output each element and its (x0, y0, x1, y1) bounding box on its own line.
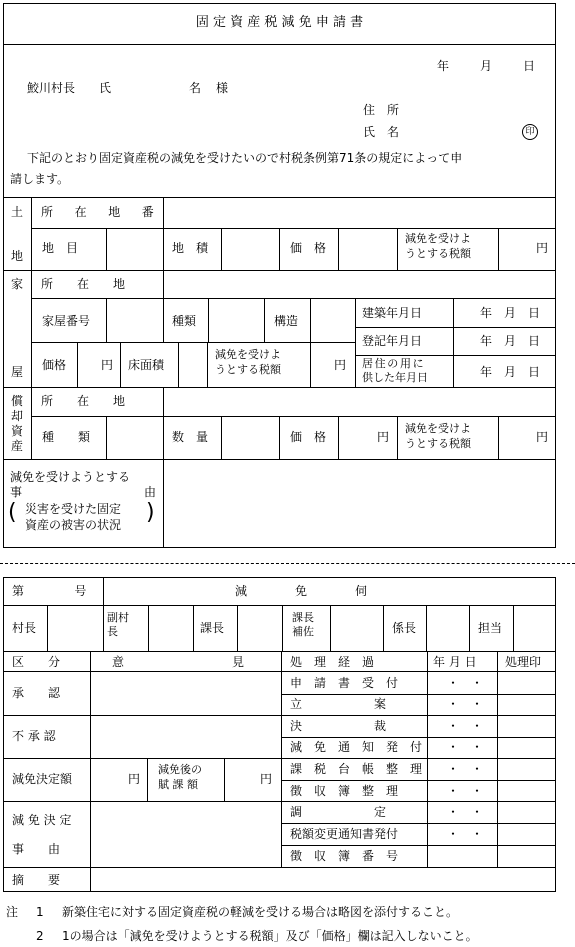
reason-label-3: 災害を受けた固定 (25, 502, 122, 516)
mayor-label: 鮫川村長 (27, 81, 76, 95)
house-structure-label: 構造 (274, 314, 299, 328)
mayor-name: 名 (189, 81, 202, 95)
role-staff: 担当 (478, 621, 503, 635)
house-built-date-label: 建築年月日 (362, 306, 423, 320)
step-label: 決 裁 (290, 719, 387, 733)
house-resident-label-2: 供した年月日 (362, 371, 428, 384)
land-area-label: 地 積 (172, 241, 209, 255)
role-vice-mayor-1: 副村 (107, 611, 129, 624)
notes-prefix: 注 (6, 905, 19, 919)
house-price-label: 価格 (42, 358, 67, 372)
role-assistant-1: 課長 (292, 611, 314, 624)
land-location-label: 所 在 地 番 (41, 205, 159, 219)
statement-line1: 下記のとおり固定資産税の減免を受けたいので村税条例第71条の規定によって申 (27, 151, 463, 165)
mayor-shi: 氏 (99, 81, 112, 95)
step-date: ・ ・ (447, 697, 484, 711)
applicant-address: 住 所 (363, 103, 400, 117)
step-label: 課 税 台 帳 整 理 (290, 762, 423, 776)
row-after-1: 減免後の (158, 763, 202, 776)
step-date: ・ ・ (447, 805, 484, 819)
step-label: 調 定 (290, 805, 387, 819)
role-assistant-2: 補佐 (292, 625, 314, 638)
step-date: ・ ・ (447, 827, 484, 841)
house-resident-label-1: 居住の用に (362, 357, 426, 370)
step-label: 立 案 (290, 697, 387, 711)
house-built-date-ymd: 年 月 日 (480, 306, 541, 320)
row-amount-yen: 円 (128, 772, 141, 786)
depreciable-section-3: 資 (10, 424, 23, 438)
land-section-bottom: 地 (11, 249, 24, 263)
note2-text: 1の場合は「減免を受けようとする税額」及び「価格」欄は記入しないこと。 (62, 929, 478, 943)
house-number-label: 家屋番号 (42, 314, 91, 328)
house-tax-yen: 円 (334, 358, 347, 372)
applicant-name: 氏 名 (363, 125, 400, 139)
house-price-yen: 円 (101, 358, 114, 372)
reason-label-2a: 事 (10, 485, 23, 499)
note1-number: 1 (36, 905, 44, 919)
depreciable-tax-label-2: うとする税額 (405, 437, 471, 450)
depreciable-tax-label-1: 減免を受けよ (405, 422, 471, 435)
depreciable-location-label: 所 在 地 (41, 394, 126, 408)
row-reason-1: 減 免 決 定 (12, 813, 72, 827)
role-vice-mayor-2: 長 (107, 625, 118, 638)
land-tax-label-1: 減免を受けよ (405, 232, 471, 245)
depreciable-section-1: 償 (10, 394, 23, 408)
header-opinion: 意 見 (112, 655, 245, 669)
step-date: ・ ・ (447, 676, 484, 690)
depreciable-section-2: 却 (10, 409, 23, 423)
header-division: 区 分 (12, 655, 61, 669)
title-divider (3, 44, 556, 45)
note2-number: 2 (36, 929, 44, 943)
house-resident-ymd: 年 月 日 (480, 365, 541, 379)
inquiry-title: 減 免 伺 (235, 584, 368, 598)
cut-line (0, 563, 575, 564)
depreciable-price-label: 価 格 (290, 430, 327, 444)
step-date: ・ ・ (447, 762, 484, 776)
land-price-label: 価 格 (290, 241, 327, 255)
land-tax-yen: 円 (536, 241, 549, 255)
reason-label-4: 資産の被害の状況 (25, 518, 122, 532)
depreciable-section-4: 産 (10, 439, 23, 453)
mayor-sama: 様 (216, 81, 229, 95)
depreciable-price-yen: 円 (377, 430, 390, 444)
step-label: 減 免 通 知 発 付 (290, 740, 423, 754)
house-registered-date-ymd: 年 月 日 (480, 334, 541, 348)
reason-close-paren: ) (146, 500, 155, 525)
house-location-label: 所 在 地 (41, 277, 126, 291)
application-form (3, 3, 556, 548)
step-date: ・ ・ (447, 784, 484, 798)
role-section-chief: 課長 (200, 621, 225, 635)
house-section-top: 家 (11, 277, 24, 291)
step-date: ・ ・ (447, 740, 484, 754)
date-day: 日 (523, 59, 536, 73)
land-category-label: 地 目 (42, 241, 79, 255)
statement-line2: 請します。 (10, 172, 70, 186)
step-label: 税額変更通知書発付 (290, 827, 399, 841)
step-label: 申 請 書 受 付 (290, 676, 399, 690)
house-tax-label-1: 減免を受けよ (215, 348, 281, 361)
header-seal: 処理印 (505, 655, 542, 669)
step-label: 徴 収 簿 番 号 (290, 849, 399, 863)
form-title: 固 定 資 産 税 減 免 申 請 書 (195, 15, 364, 30)
row-amount: 減免決定額 (12, 772, 73, 786)
row-summary: 摘 要 (12, 873, 61, 887)
row-after-yen: 円 (260, 772, 273, 786)
row-approve: 承 認 (12, 686, 61, 700)
note1-text: 新築住宅に対する固定資産税の軽減を受ける場合は略図を添付すること。 (62, 905, 459, 919)
land-tax-label-2: うとする税額 (405, 247, 471, 260)
row-reason-2: 事 由 (12, 842, 61, 856)
step-date: ・ ・ (447, 719, 484, 733)
step-label: 徴 収 簿 整 理 (290, 784, 399, 798)
reason-label-2b: 由 (144, 485, 157, 499)
house-kind-label: 種類 (172, 314, 197, 328)
row-after-2: 賦 課 額 (158, 778, 198, 791)
header-date: 年 月 日 (433, 655, 477, 669)
house-tax-label-2: うとする税額 (215, 363, 281, 376)
number-label: 第 号 (12, 584, 91, 598)
land-section-top: 土 (11, 205, 24, 219)
depreciable-tax-yen: 円 (536, 430, 549, 444)
role-subsection-chief: 係長 (392, 621, 417, 635)
reason-label-1: 減免を受けようとする (10, 470, 131, 484)
depreciable-quantity-label: 数 量 (172, 430, 209, 444)
row-disapprove: 不 承 認 (12, 729, 56, 743)
reason-open-paren: ( (8, 500, 17, 525)
seal-icon: 印 (522, 124, 538, 140)
role-mayor: 村長 (12, 621, 37, 635)
seal-mark (522, 124, 538, 140)
depreciable-kind-label: 種 類 (42, 430, 91, 444)
date-year: 年 (437, 59, 450, 73)
header-process: 処 理 経 過 (290, 655, 375, 669)
house-floor-area-label: 床面積 (128, 358, 165, 372)
house-registered-date-label: 登記年月日 (362, 334, 423, 348)
date-month: 月 (480, 59, 493, 73)
house-section-bottom: 屋 (11, 365, 24, 379)
